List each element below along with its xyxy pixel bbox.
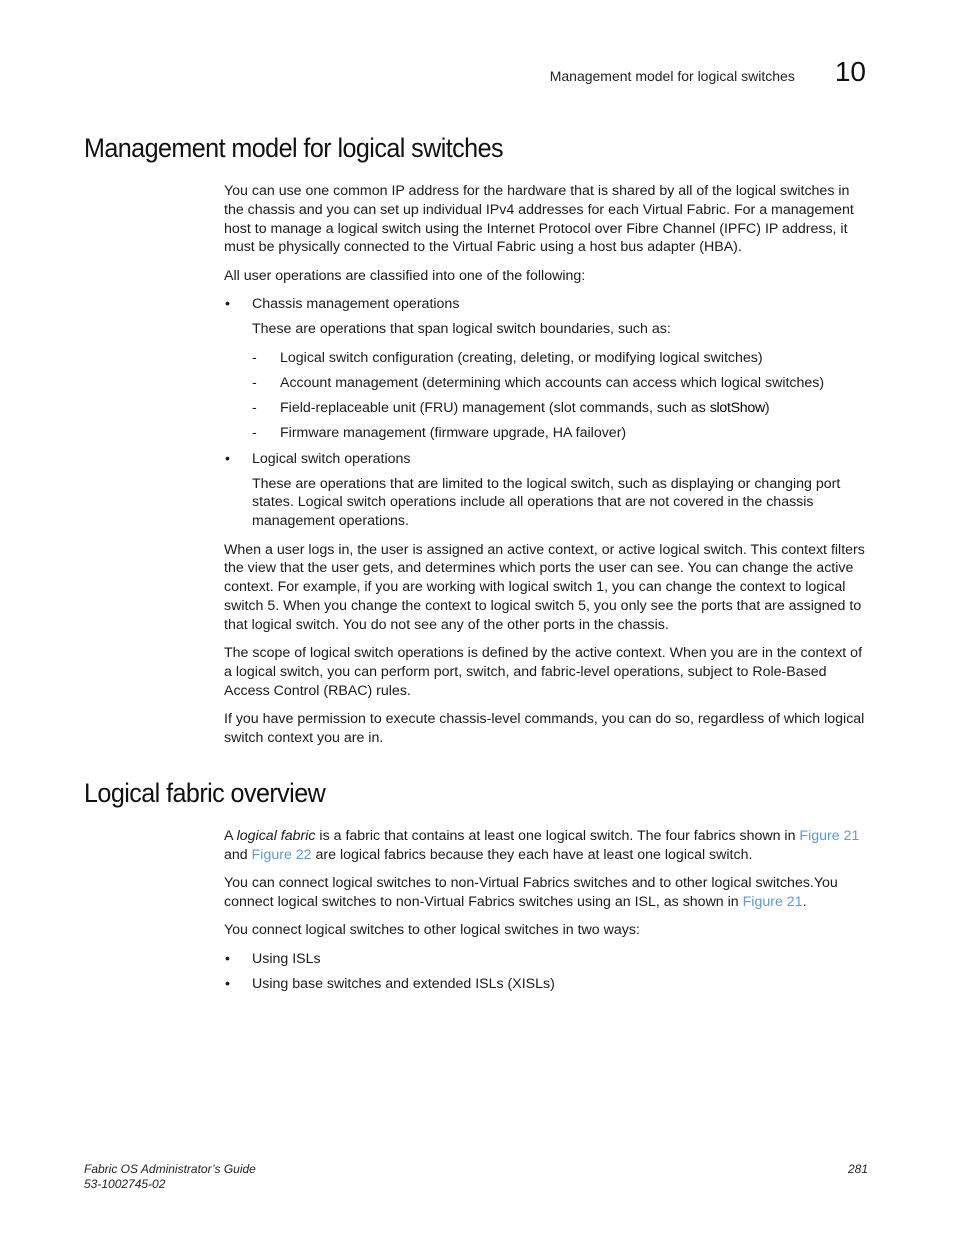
section-title-logical-fabric: Logical fabric overview [84,778,326,808]
bullet-item [224,950,870,969]
paragraph: You can use one common IP address for the hardware that is shared by all of the logical switches in the chassis and you can set up individual IPv4 addresses for each Virtual Fabric. For a management host to manage a logical switch using the Internet Protocol over Fibre Channel (IPFC) IP address, it must be physically connected to the Virtual Fabric using a host bus adapter (HBA). [224,183,854,256]
bullet-text: Logical switch operations [252,450,411,467]
paragraph: All user operations are classified into one of the following: [224,267,586,284]
dash-text: Account management (determining which accounts can access which logical switches) [280,374,825,391]
dash-item [224,424,870,443]
bullet-item [224,450,870,469]
text-run: is a fabric that contains at least one logical switch. The four fabrics shown in [315,828,800,844]
dash-mark: - [252,425,257,442]
paragraph: When a user logs in, the user is assigned an active context, or active logical switch. This context filters the view that the user gets, and determines which ports the user can see. You can change the active context. For example, if you are working with logical switch 1, you can change the context to logical switch 5. When you change the context to logical switch 5, you only see the ports that are assigned to that logical switch. You do not see any of the other ports in the chassis. [224,541,865,633]
paragraph: If you have permission to execute chassis-level commands, you can do so, regardless of which logical switch context you are in. [224,711,865,747]
dash-text [280,400,770,416]
text-run: . [802,893,807,910]
page-footer [84,1162,868,1192]
dash-mark: - [252,349,257,366]
dash-item [224,374,870,393]
guide-title: Fabric OS Administrator’s Guide [84,1162,256,1176]
page-number: 281 [847,1162,868,1176]
text-run: You can connect logical switches to non-Virtual Fabrics switches and to other logical switches.You connect logical switches to non-Virtual Fabrics switches using an ISL, as shown in [224,875,838,910]
dash-text: Firmware management (firmware upgrade, HA failover) [280,425,627,442]
figure-22-link[interactable]: Figure 22 [251,846,312,863]
document-number: 53-1002745-02 [84,1177,166,1191]
text-run: A [224,828,237,844]
text-run: and [224,846,252,863]
term-logical-fabric: logical fabric [236,828,316,844]
running-header [550,56,866,88]
section-logical-fabric-body [224,827,870,1000]
dash-item [224,399,870,418]
bullet-item [224,295,870,314]
running-title: Management model for logical switches [549,68,795,84]
bullet-mark: • [225,950,230,967]
bullet-description: These are operations that are limited to the logical switch, such as displaying or changing port states. Logical switch operations include all operations that are not covered in the chassis management operations. [252,475,841,530]
bullet-item [224,975,870,994]
chapter-number: 10 [834,56,866,87]
figure-21-link[interactable]: Figure 21 [742,893,803,910]
paragraph [224,874,870,912]
paragraph [224,827,870,865]
section-management-model-body [224,182,870,757]
dash-text-pre: Field-replaceable unit (FRU) management (slot commands, such as [280,400,710,417]
bullet-text: Using ISLs [252,950,321,967]
dash-text: Logical switch configuration (creating, deleting, or modifying logical switches) [280,349,763,366]
command-slotshow: slotShow [709,400,765,417]
paragraph: You connect logical switches to other logical switches in two ways: [224,922,640,939]
bullet-text: Chassis management operations [252,296,460,313]
dash-text-post: ) [764,400,770,417]
paragraph: The scope of logical switch operations is defined by the active context. When you are in the context of a logical switch, you can perform port, switch, and fabric-level operations, subject to Role-Based Access Control (RBAC) rules. [224,645,863,699]
dash-mark: - [252,374,257,391]
dash-mark: - [252,400,257,417]
dash-item [224,349,870,368]
bullet-description: These are operations that span logical switch boundaries, such as: [252,321,671,338]
figure-21-link[interactable]: Figure 21 [799,828,860,844]
bullet-mark: • [225,975,230,992]
bullet-mark: • [225,296,230,313]
section-title-management-model: Management model for logical switches [84,133,503,163]
text-run: are logical fabrics because they each have at least one logical switch. [311,846,753,863]
bullet-mark: • [225,450,230,467]
bullet-text: Using base switches and extended ISLs (XISLs) [252,975,555,992]
